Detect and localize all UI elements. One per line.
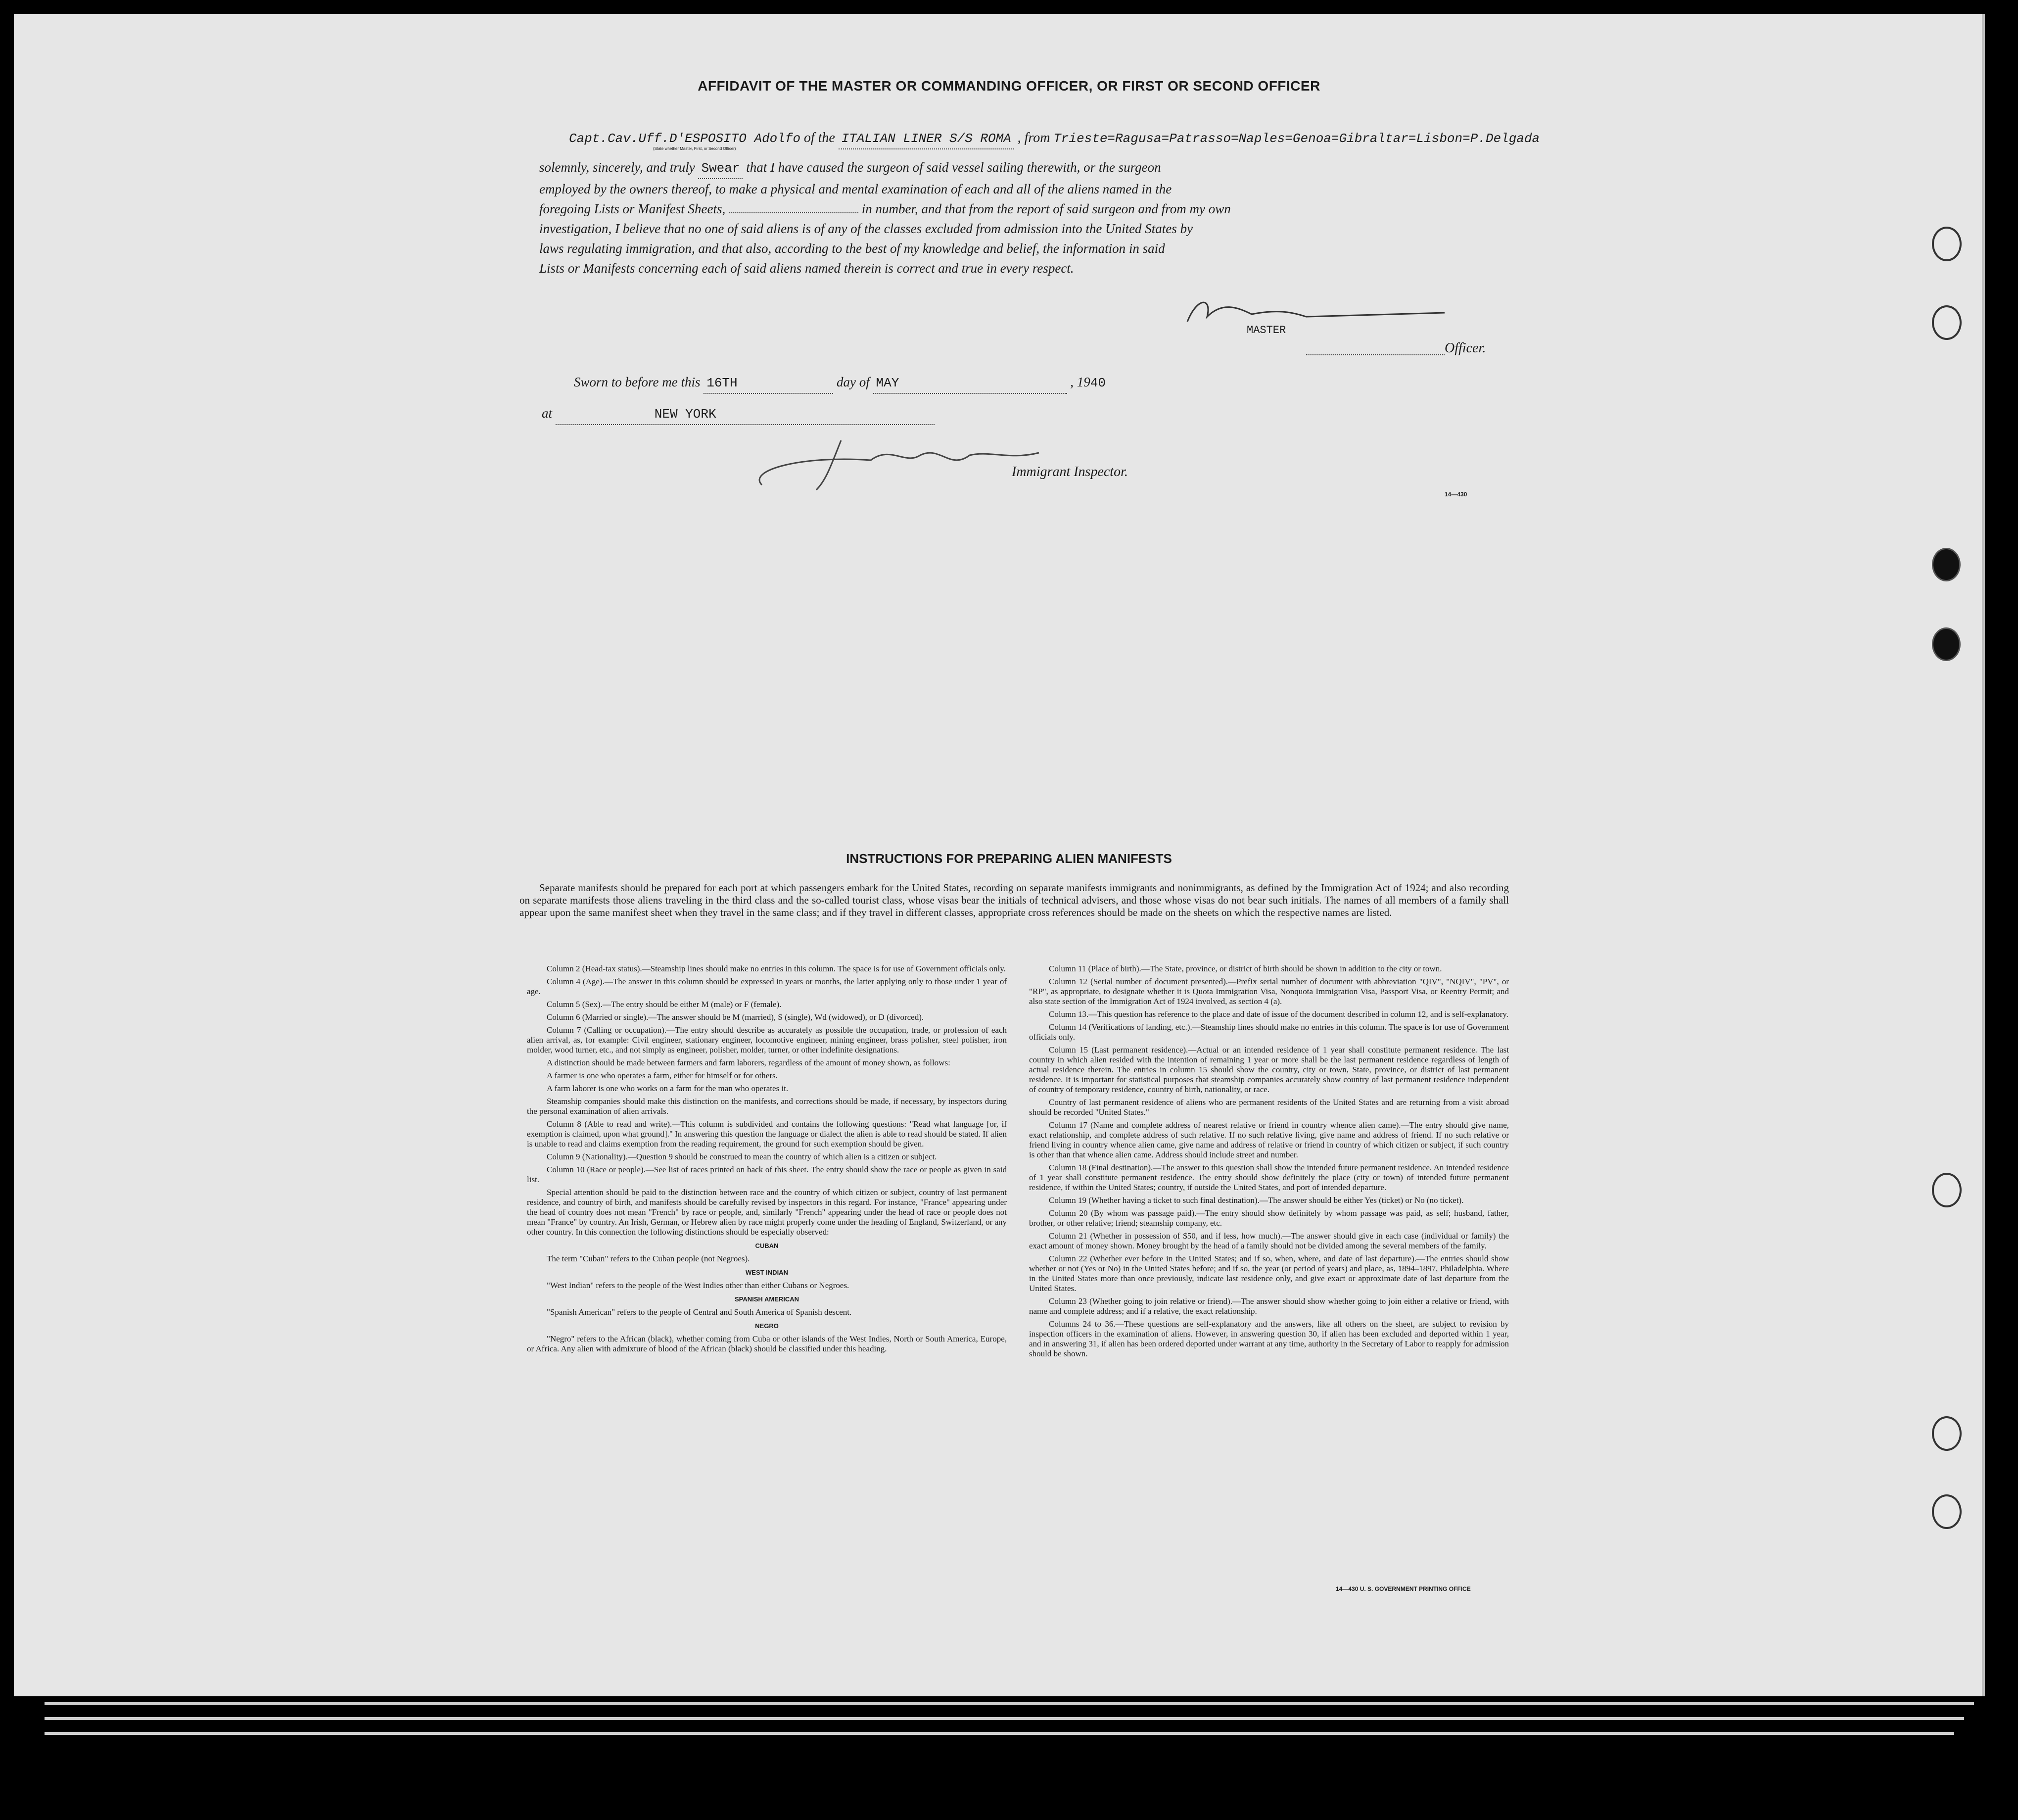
instruction-item: A farm laborer is one who works on a farm for the man who operates it.: [547, 1084, 789, 1093]
sworn-month: MAY: [873, 373, 1067, 394]
officer-line: [1306, 339, 1445, 355]
spanish-american-text: "Spanish American" refers to the people of Central and South America of Spanish descent.: [547, 1307, 852, 1317]
cuban-heading: CUBAN: [755, 1242, 779, 1249]
instructions-right-column: [1029, 964, 1509, 1362]
instruction-item: Column 2 (Head-tax status).—Steamship lines should make no entries in this column. The space is for use of Government officials only.: [547, 964, 1006, 973]
instruction-item: Country of last permanent residence of aliens who are permanent residents of the United States and are returning from a visit abroad should be recorded "United States.": [1029, 1098, 1509, 1117]
para-line: Lists or Manifests concerning each of said aliens named therein is correct and true in every respect.: [539, 261, 1074, 276]
binder-hole: [1932, 305, 1962, 340]
instruction-item: Column 6 (Married or single).—The answer should be M (married), S (single), Wd (widowed), or D (divorced).: [547, 1012, 924, 1022]
instruction-item: Column 21 (Whether in possession of $50, and if less, how much).—The answer should give in each case (individual or family) the exact amount of money shown. Money brought by the head of a family should not be divided among the several members of the family.: [1029, 1231, 1509, 1250]
from-label: , from: [1017, 130, 1050, 145]
instruction-item: Column 18 (Final destination).—The answer to this question shall show the intended future permanent residence. An intended residence of 1 year shall constitute permanent residence. The entry should show definitely the place (city or town) of intended future permanent residence, if within the United States; country, if outside the United States, and port of intended departure.: [1029, 1163, 1509, 1192]
year-prefix: , 19: [1070, 375, 1090, 389]
instruction-item: Column 11 (Place of birth).—The State, province, or district of birth should be shown in addition to the city or town.: [1049, 964, 1442, 973]
page-edge: [45, 1717, 1964, 1720]
binder-hole: [1932, 1494, 1962, 1529]
place-line: [542, 403, 1506, 425]
instructions-title: INSTRUCTIONS FOR PREPARING ALIEN MANIFESTS: [846, 851, 1172, 866]
para-line: that I have caused the surgeon of said vessel sailing therewith, or the surgeon: [746, 160, 1161, 175]
instruction-item: Column 23 (Whether going to join relative or friend).—The answer should show whether going to join either a relative or friend, with name and complete address; and if a relative, the exact relationship.: [1029, 1296, 1509, 1316]
binder-hole: [1932, 227, 1962, 261]
rank: MASTER: [1247, 324, 1286, 336]
binder-hole: [1932, 627, 1961, 661]
at-label: at: [542, 406, 553, 421]
para-line: foregoing Lists or Manifest Sheets,: [539, 201, 726, 216]
cuban-text: The term "Cuban" refers to the Cuban people (not Negroes).: [547, 1254, 750, 1263]
instruction-item: Column 10 (Race or people).—See list of races printed on back of this sheet. The entry should show the race or people as given in said list.: [527, 1165, 1007, 1184]
negro-text: "Negro" refers to the African (black), whether coming from Cuba or other islands of the West Indies, North or South America, Europe, or Africa. Any alien with admixture of blood of the African (black) should be classified under this heading.: [527, 1334, 1007, 1353]
para-line: laws regulating immigration, and that also, according to the best of my knowledge and belief, the information in said: [539, 241, 1165, 256]
officer-sub-note: (State whether Master, First, or Second Officer): [653, 146, 736, 151]
binder-hole: [1932, 1416, 1962, 1451]
affidavit-officer-line: [569, 128, 1855, 149]
instruction-item: Columns 24 to 36.—These questions are self-explanatory and the answers, like all others on the sheet, are subject to revision by inspection officers in the examination of aliens. However, in answering question 30, if alien has been excluded and deported within 1 year, and in answering 31, if alien has been ordered deported under warrant at any time, authority in the Secretary of Labor to reapply for admission should be shown.: [1029, 1319, 1509, 1358]
sworn-place: NEW YORK: [556, 404, 935, 425]
day-of-label: day of: [837, 375, 870, 389]
instruction-item: Steamship companies should make this distinction on the manifests, and corrections should be made, if necessary, by inspectors during the personal examination of alien arrivals.: [527, 1097, 1007, 1116]
instruction-item: A distinction should be made between farmers and farm laborers, regardless of the amount of money shown, as follows:: [547, 1058, 950, 1067]
master-signature: [1177, 292, 1455, 332]
para-line: in number, and that from the report of said surgeon and from my own: [861, 201, 1231, 216]
binder-hole: [1932, 548, 1961, 581]
west-indian-text: "West Indian" refers to the people of the West Indies other than either Cubans or Negroes.: [547, 1281, 849, 1290]
inspector-signature: [742, 426, 1098, 500]
printer-imprint: 14—430 U. S. GOVERNMENT PRINTING OFFICE: [1336, 1585, 1471, 1592]
instruction-item: Column 4 (Age).—The answer in this column should be expressed in years or months, the latter applying only to those under 1 year of age.: [527, 977, 1007, 996]
west-indian-heading: WEST INDIAN: [746, 1269, 788, 1276]
officer-label: Officer.: [1445, 340, 1486, 356]
sworn-label: Sworn to before me this: [574, 375, 701, 389]
affidavit-paragraph: [539, 157, 1504, 278]
instructions-left-column: [527, 964, 1007, 1357]
instruction-item: Column 14 (Verifications of landing, etc.).—Steamship lines should make no entries in this column. The space is for use of Government officials only.: [1029, 1022, 1509, 1042]
instruction-item: Column 17 (Name and complete address of nearest relative or friend in country whence alien came).—The entry should give name, exact relationship, and complete address of such relative. If no such relative living, give name and address of friend. If no such relative or friend living in country whence alien came, give name and address of relative or friend in country of which citizen or subject, if such country is other than that whence alien came. Address should include street and number.: [1029, 1120, 1509, 1159]
officer-name: Capt.Cav.Uff.D'ESPOSITO Adolfo: [569, 131, 801, 146]
instruction-item: Special attention should be paid to the distinction between race and the country of which citizen or subject, country of last permanent residence, and country of birth, and manifests should be carefully revised by inspectors in this regard. For instance, "France" appearing under the head of country does not mean "French" by race or people, and, similarly "French" appearing under the head of race or people does not mean "France" by country. An Irish, German, or Hebrew alien by race might properly come under the heading of England, Switzerland, or any other country. In this connection the following distinctions should be especially observed:: [527, 1188, 1007, 1237]
sworn-day: 16TH: [704, 373, 833, 394]
count-blank: [729, 212, 858, 213]
instruction-item: Column 12 (Serial number of document presented).—Prefix serial number of document with abbreviation "QIV", "NQIV", "PV", or "RP", as appropriate, to designate whether it is Quota Immigration Visa, Nonquota Immigration Visa, Passport Visa, or Reentry Permit; and also state section of the Immigration Act of 1924 involved, as section 4 (a).: [1029, 977, 1509, 1006]
page-edge: [45, 1732, 1954, 1735]
oath-word: Swear: [698, 158, 743, 179]
instruction-item: Column 15 (Last permanent residence).—Actual or an intended residence of 1 year shall constitute permanent residence. The last country in which alien resided with the intention of remaining 1 year or more shall be the last permanent residence regardless of length of actual residence therein. The entries in column 15 should show the country, city or town, State, province, or district of last permanent residence. It is important for statistical purposes that steamship companies accurately show country of last permanent residence independent of country of temporary residence, country of birth, nationality, or race.: [1029, 1045, 1509, 1094]
instruction-item: Column 22 (Whether ever before in the United States; and if so, when, where, and date of last departure).—The entries should show whether or not (Yes or No) in the United States before; and if so, the year (or period of years) and place, as, 1894–1897, Philadelphia. Where in the United States more than once previously, indicate last residence only, and give exact or approximate date of last departure from the United States.: [1029, 1254, 1509, 1293]
para-line: investigation, I believe that no one of said aliens is of any of the classes excluded from admission into the United States by: [539, 221, 1193, 236]
vessel-name: ITALIAN LINER S/S ROMA: [839, 129, 1014, 149]
sworn-line: [574, 372, 1539, 394]
instruction-item: Column 19 (Whether having a ticket to such final destination).—The answer should be either Yes (ticket) or No (no ticket).: [1049, 1196, 1464, 1205]
instruction-item: Column 9 (Nationality).—Question 9 should be construed to mean the country of which alien is a citizen or subject.: [547, 1152, 937, 1161]
instruction-item: A farmer is one who operates a farm, either for himself or for others.: [547, 1071, 778, 1080]
of-the-label: of the: [803, 130, 835, 145]
binder-hole: [1932, 1173, 1962, 1207]
instruction-item: Column 5 (Sex).—The entry should be either M (male) or F (female).: [547, 1000, 782, 1009]
instruction-item: Column 8 (Able to read and write).—This column is subdivided and contains the following questions: "Read what language [or, if exemption is claimed, upon what ground]." In answering this question the language or dialect the alien is able to read should be stated. If alien is unable to read and claims exemption from the reading requirement, the ground for such exemption should be given.: [527, 1119, 1007, 1149]
year-suffix: 40: [1090, 376, 1106, 390]
instructions-intro: Separate manifests should be prepared for each port at which passengers embark for the United States, recording on separate manifests immigrants and nonimmigrants, as defined by the Immigration Act of 1924; and also recording on separate manifests those aliens traveling in the third class and the so-called tourist class, whose visas bear the initials of technical advisers, and those whose visas do not bear such initials. The names of all members of a family shall appear upon the same manifest sheet when they travel in the same class; and if they travel in different classes, appropriate cross references should be made on the sheets on which the respective names are listed.: [519, 882, 1509, 918]
instruction-item: Column 7 (Calling or occupation).—The entry should describe as accurately as possible the occupation, trade, or profession of each alien arrival, as, for example: Civil engineer, stationary engineer, locomotive engineer, mining engineer, brass polisher, steel polisher, iron molder, wood turner, etc., and not simply as engineer, polisher, molder, turner, or other indefinite designations.: [527, 1025, 1007, 1054]
page-edge: [45, 1702, 1974, 1705]
negro-heading: NEGRO: [755, 1322, 779, 1330]
route: Trieste=Ragusa=Patrasso=Naples=Genoa=Gibraltar=Lisbon=P.Delgada: [1053, 131, 1540, 146]
form-number: 14—430: [1445, 491, 1467, 498]
inspector-label: Immigrant Inspector.: [1012, 464, 1128, 479]
instruction-item: Column 13.—This question has reference to the place and date of issue of the document described in column 12, and is self-explanatory.: [1049, 1009, 1508, 1019]
instruction-item: Column 20 (By whom was passage paid).—The entry should show definitely by whom passage was paid, as self; husband, father, brother, or other relative; friend; steamship company, etc.: [1029, 1208, 1509, 1228]
affidavit-title: AFFIDAVIT OF THE MASTER OR COMMANDING OFFICER, OR FIRST OR SECOND OFFICER: [698, 78, 1320, 94]
spanish-american-heading: SPANISH AMERICAN: [734, 1295, 799, 1303]
para-line: employed by the owners thereof, to make a physical and mental examination of each and all of the aliens named in the: [539, 182, 1172, 196]
para-line: solemnly, sincerely, and truly: [539, 160, 695, 175]
